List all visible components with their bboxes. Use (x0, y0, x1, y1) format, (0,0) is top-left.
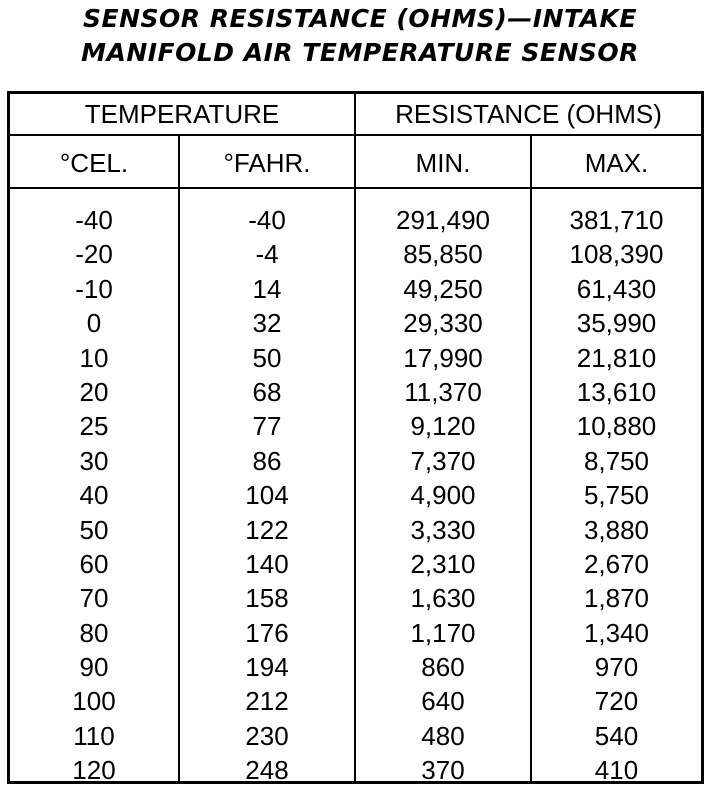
cell-min: 640 (421, 686, 465, 717)
table-row (10, 375, 701, 409)
cell-max: 61,430 (576, 273, 657, 304)
cell-fahrenheit: 122 (245, 514, 289, 545)
cell-max: 970 (594, 652, 639, 683)
cell-min: 11,370 (404, 376, 482, 407)
cell-fahrenheit: 104 (245, 480, 289, 511)
cell-celsius: 60 (79, 548, 109, 579)
cell-celsius: 0 (86, 308, 102, 339)
cell-fahrenheit: 248 (245, 755, 289, 786)
table-row (10, 513, 701, 547)
resistance-table (7, 91, 704, 784)
cell-celsius: 50 (79, 514, 109, 545)
cell-fahrenheit: 68 (252, 376, 282, 407)
header-fahrenheit: °FAHR. (223, 148, 311, 178)
cell-celsius: 25 (79, 411, 109, 442)
header-temperature: TEMPERATURE (84, 99, 280, 129)
cell-fahrenheit: 14 (252, 273, 282, 304)
table-row (10, 272, 701, 306)
cell-fahrenheit: 77 (252, 411, 282, 442)
cell-min: 370 (421, 755, 465, 786)
cell-min: 17,990 (403, 342, 483, 373)
cell-min: 85,850 (403, 239, 483, 270)
cell-min: 4,900 (410, 480, 476, 511)
table-row (10, 719, 701, 753)
cell-min: 480 (421, 720, 465, 751)
cell-max: 381,710 (569, 205, 664, 235)
cell-celsius: 40 (79, 480, 109, 511)
table-body (10, 203, 701, 788)
cell-celsius: 100 (72, 686, 116, 717)
table-row (10, 547, 701, 581)
cell-fahrenheit: 158 (245, 583, 289, 614)
cell-fahrenheit: 140 (245, 548, 289, 579)
cell-min: 29,330 (403, 308, 483, 339)
cell-min: 49,250 (403, 273, 483, 304)
table-row (10, 203, 701, 237)
cell-max: 3,880 (583, 514, 650, 545)
header-celsius: °CEL. (59, 148, 129, 178)
cell-celsius: -40 (75, 205, 113, 235)
document-title (0, 2, 720, 70)
cell-max: 720 (594, 686, 639, 717)
cell-max: 2,670 (583, 548, 650, 579)
cell-celsius: 20 (79, 376, 109, 407)
table-row (10, 581, 701, 615)
title-line-2: MANIFOLD AIR TEMPERATURE SENSOR (81, 38, 639, 67)
cell-fahrenheit: 176 (245, 617, 289, 648)
cell-celsius: 80 (79, 617, 109, 648)
header-divider-2 (10, 187, 701, 189)
cell-max: 35,990 (576, 308, 657, 339)
cell-max: 1,870 (583, 583, 650, 614)
cell-max: 410 (594, 755, 639, 786)
cell-fahrenheit: 212 (245, 686, 289, 717)
cell-max: 1,340 (583, 617, 650, 648)
table-row (10, 237, 701, 271)
cell-min: 1,630 (410, 583, 476, 614)
table-row (10, 444, 701, 478)
cell-min: 1,170 (410, 617, 476, 648)
table-row (10, 616, 701, 650)
table-row (10, 341, 701, 375)
cell-max: 8,750 (583, 445, 650, 476)
cell-fahrenheit: -40 (248, 205, 286, 235)
cell-celsius: 90 (79, 652, 109, 683)
cell-max: 108,390 (569, 239, 664, 270)
cell-celsius: 110 (73, 720, 115, 751)
cell-celsius: -20 (75, 239, 113, 270)
header-divider-1 (10, 134, 701, 136)
table-row (10, 409, 701, 443)
cell-celsius: 30 (79, 445, 109, 476)
cell-min: 291,490 (396, 205, 490, 235)
cell-max: 13,610 (576, 376, 657, 407)
cell-min: 7,370 (410, 445, 476, 476)
cell-fahrenheit: 32 (252, 308, 282, 339)
header-max: MAX. (584, 148, 649, 178)
header-min: MIN. (415, 148, 471, 178)
cell-max: 21,810 (576, 342, 657, 373)
table-row (10, 306, 701, 340)
title-line-1: SENSOR RESISTANCE (OHMS)—INTAKE (83, 4, 637, 33)
cell-min: 2,310 (410, 548, 476, 579)
cell-max: 5,750 (583, 480, 650, 511)
cell-celsius: -10 (75, 273, 113, 304)
cell-fahrenheit: 50 (252, 342, 282, 373)
cell-celsius: 10 (79, 342, 109, 373)
cell-fahrenheit: 230 (245, 720, 289, 751)
cell-min: 9,120 (410, 411, 476, 442)
table-row (10, 753, 701, 787)
cell-max: 540 (594, 720, 639, 751)
cell-celsius: 120 (72, 755, 116, 786)
header-resistance: RESISTANCE (OHMS) (395, 99, 662, 129)
cell-celsius: 70 (79, 583, 109, 614)
cell-fahrenheit: -4 (255, 239, 279, 270)
table-row (10, 650, 701, 684)
table-row (10, 684, 701, 718)
cell-fahrenheit: 194 (245, 652, 289, 683)
cell-max: 10,880 (576, 411, 657, 442)
cell-fahrenheit: 86 (252, 445, 282, 476)
table-row (10, 478, 701, 512)
cell-min: 860 (421, 652, 465, 683)
cell-min: 3,330 (410, 514, 476, 545)
